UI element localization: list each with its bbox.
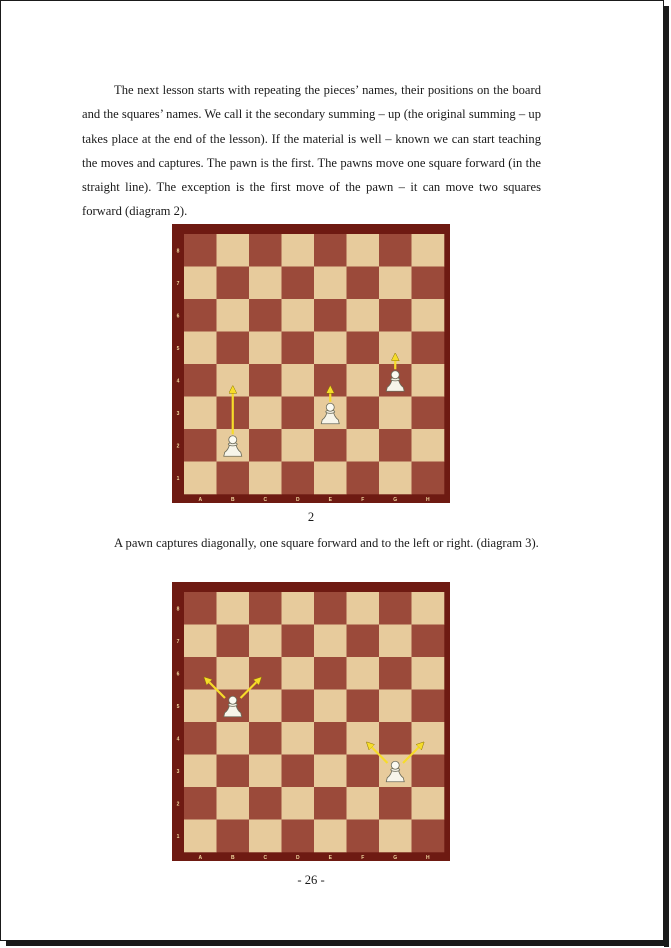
board-square-e6: [314, 657, 347, 690]
board-square-a4: [184, 364, 217, 397]
board-square-b1: [217, 462, 250, 495]
chessboard-svg: [172, 582, 450, 861]
board-square-a2: [184, 429, 217, 462]
file-label-b: B: [230, 497, 235, 503]
board-square-g5: [379, 690, 412, 723]
board-square-e8: [314, 234, 347, 267]
board-square-g8: [379, 234, 412, 267]
board-square-g2: [379, 429, 412, 462]
board-square-a2: [184, 787, 217, 820]
board-square-c2: [249, 787, 282, 820]
page-shadow-right: [664, 6, 669, 947]
rank-label-8: 8: [176, 248, 180, 255]
rank-label-1: 1: [176, 833, 180, 840]
board-square-d4: [282, 722, 315, 755]
file-label-g: G: [393, 855, 398, 861]
board-square-b7: [217, 625, 250, 658]
board-square-g6: [379, 657, 412, 690]
board-square-f8: [347, 592, 380, 625]
board-square-c8: [249, 234, 282, 267]
rank-label-4: 4: [176, 736, 180, 743]
chess-diagram-3: [172, 582, 450, 861]
board-square-b7: [217, 267, 250, 300]
file-label-e: E: [328, 855, 332, 861]
board-square-f2: [347, 787, 380, 820]
board-square-c3: [249, 397, 282, 430]
board-square-f6: [347, 299, 380, 332]
board-square-c5: [249, 332, 282, 365]
board-square-e5: [314, 332, 347, 365]
board-square-d5: [282, 332, 315, 365]
rank-label-7: 7: [176, 280, 180, 287]
rank-label-3: 3: [176, 410, 180, 417]
board-square-a8: [184, 592, 217, 625]
board-square-f3: [347, 397, 380, 430]
board-square-g7: [379, 267, 412, 300]
rank-label-4: 4: [176, 378, 180, 385]
file-label-d: D: [295, 497, 300, 503]
board-square-d8: [282, 592, 315, 625]
file-label-e: E: [328, 497, 332, 503]
rank-label-3: 3: [176, 768, 180, 775]
board-square-d3: [282, 755, 315, 788]
board-square-h6: [412, 657, 445, 690]
board-square-c4: [249, 364, 282, 397]
file-label-b: B: [230, 855, 235, 861]
file-label-d: D: [295, 855, 300, 861]
rank-label-1: 1: [176, 475, 180, 482]
board-square-a1: [184, 820, 217, 853]
board-square-c5: [249, 690, 282, 723]
file-label-a: A: [198, 855, 203, 861]
board-square-e6: [314, 299, 347, 332]
file-label-h: H: [425, 855, 430, 861]
board-square-f4: [347, 364, 380, 397]
board-square-h7: [412, 267, 445, 300]
board-square-h3: [412, 397, 445, 430]
board-square-h3: [412, 755, 445, 788]
board-square-d8: [282, 234, 315, 267]
board-square-h6: [412, 299, 445, 332]
board-square-g8: [379, 592, 412, 625]
board-square-d7: [282, 625, 315, 658]
board-square-e1: [314, 462, 347, 495]
file-label-c: C: [263, 855, 268, 861]
board-square-c7: [249, 625, 282, 658]
board-square-d6: [282, 657, 315, 690]
file-label-g: G: [393, 497, 398, 503]
board-square-h1: [412, 462, 445, 495]
rank-label-5: 5: [176, 703, 180, 710]
board-square-a7: [184, 625, 217, 658]
board-square-e7: [314, 625, 347, 658]
board-square-f7: [347, 267, 380, 300]
board-square-b6: [217, 299, 250, 332]
board-square-e4: [314, 722, 347, 755]
board-square-h1: [412, 820, 445, 853]
board-square-c7: [249, 267, 282, 300]
board-square-c1: [249, 462, 282, 495]
board-square-b4: [217, 722, 250, 755]
board-square-f6: [347, 657, 380, 690]
board-square-g1: [379, 462, 412, 495]
board-square-b3: [217, 755, 250, 788]
board-square-h5: [412, 690, 445, 723]
board-square-a4: [184, 722, 217, 755]
board-square-c8: [249, 592, 282, 625]
board-square-g4: [379, 722, 412, 755]
file-label-c: C: [263, 497, 268, 503]
board-square-d7: [282, 267, 315, 300]
board-square-h4: [412, 364, 445, 397]
board-square-e1: [314, 820, 347, 853]
board-square-e7: [314, 267, 347, 300]
board-square-d5: [282, 690, 315, 723]
rank-label-6: 6: [176, 671, 180, 678]
rank-label-2: 2: [176, 443, 180, 450]
file-label-f: F: [361, 497, 365, 503]
board-square-f3: [347, 755, 380, 788]
diagram-2-caption: 2: [307, 510, 315, 524]
board-square-g2: [379, 787, 412, 820]
board-square-d3: [282, 397, 315, 430]
rank-label-8: 8: [176, 606, 180, 613]
board-square-b6: [217, 657, 250, 690]
file-label-h: H: [425, 497, 430, 503]
board-square-a8: [184, 234, 217, 267]
board-square-h7: [412, 625, 445, 658]
board-square-b1: [217, 820, 250, 853]
board-square-a5: [184, 690, 217, 723]
board-square-a1: [184, 462, 217, 495]
board-square-e5: [314, 690, 347, 723]
board-square-a6: [184, 299, 217, 332]
board-square-c3: [249, 755, 282, 788]
board-square-a7: [184, 267, 217, 300]
board-square-b2: [217, 787, 250, 820]
board-square-e2: [314, 429, 347, 462]
board-square-a3: [184, 397, 217, 430]
rank-label-2: 2: [176, 801, 180, 808]
board-square-h2: [412, 429, 445, 462]
chessboard-svg: [172, 224, 450, 503]
rank-label-6: 6: [176, 313, 180, 320]
board-square-e8: [314, 592, 347, 625]
board-square-e2: [314, 787, 347, 820]
board-square-f1: [347, 462, 380, 495]
board-square-f1: [347, 820, 380, 853]
board-square-d1: [282, 820, 315, 853]
board-square-f7: [347, 625, 380, 658]
board-square-c6: [249, 299, 282, 332]
board-square-f8: [347, 234, 380, 267]
file-label-f: F: [361, 855, 365, 861]
board-square-h8: [412, 234, 445, 267]
board-square-f2: [347, 429, 380, 462]
file-label-a: A: [198, 497, 203, 503]
rank-label-7: 7: [176, 638, 180, 645]
board-square-f5: [347, 690, 380, 723]
board-square-h2: [412, 787, 445, 820]
board-square-d6: [282, 299, 315, 332]
board-square-c4: [249, 722, 282, 755]
board-square-g6: [379, 299, 412, 332]
page-shadow-bottom: [6, 941, 669, 946]
board-square-d2: [282, 787, 315, 820]
page-number: - 26 -: [297, 873, 325, 887]
board-square-g7: [379, 625, 412, 658]
board-square-e3: [314, 755, 347, 788]
board-square-d4: [282, 364, 315, 397]
board-square-b5: [217, 332, 250, 365]
board-square-b8: [217, 592, 250, 625]
board-square-c1: [249, 820, 282, 853]
board-square-h5: [412, 332, 445, 365]
paragraph-pawn-captures: A pawn captures diagonally, one square forward and to the left or right. (diagram 3).: [114, 536, 539, 550]
board-square-f5: [347, 332, 380, 365]
board-square-b8: [217, 234, 250, 267]
paragraph-pawn-moves: The next lesson starts with repeating the pieces’ names, their positions on the board and the squares’ names. We call it the secondary summing – up (the original summing – up takes place at the end of the lesson). If the material is well – known we can start teaching the moves and captures. The pawn is the first. The pawns move one square forward (in the straight line). The exception is the first move of the pawn – it can move two squares forward (diagram 2).: [82, 83, 541, 219]
chess-diagram-2: [172, 224, 450, 503]
board-square-g1: [379, 820, 412, 853]
board-square-d1: [282, 462, 315, 495]
board-square-g3: [379, 397, 412, 430]
board-square-a3: [184, 755, 217, 788]
board-square-d2: [282, 429, 315, 462]
rank-label-5: 5: [176, 345, 180, 352]
board-square-a5: [184, 332, 217, 365]
board-square-h8: [412, 592, 445, 625]
board-square-c2: [249, 429, 282, 462]
